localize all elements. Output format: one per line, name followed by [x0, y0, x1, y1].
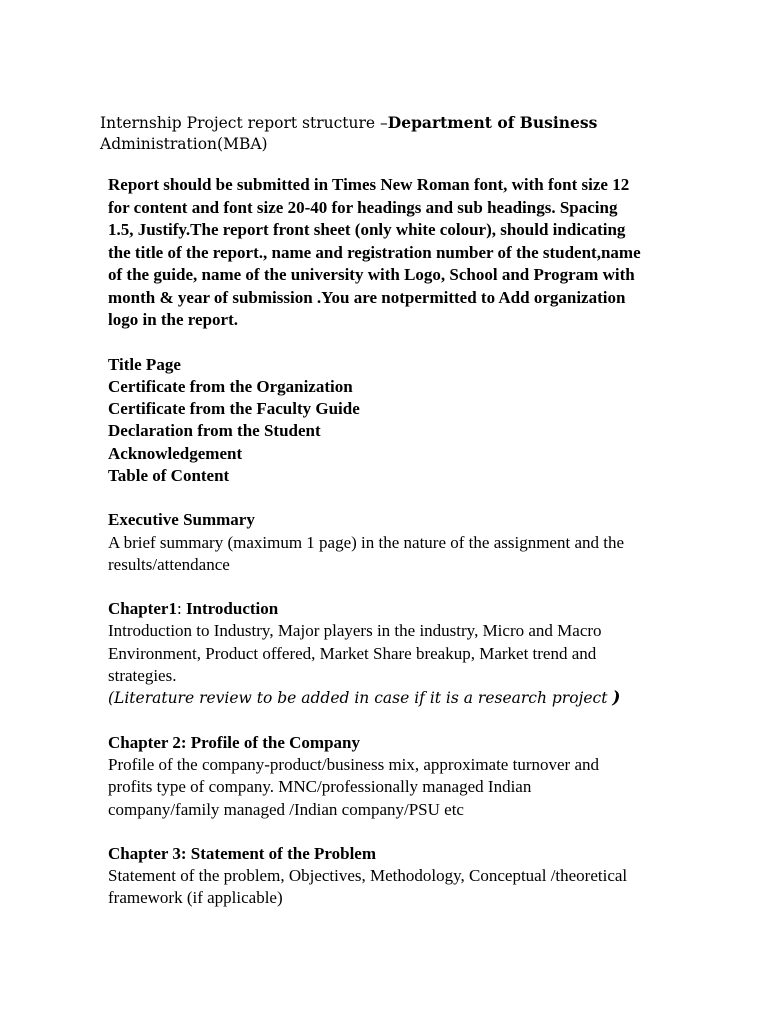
chapter-number: Chapter1 [108, 599, 177, 619]
section-text-line: profits type of company. MNC/professionally managed Indian [108, 777, 532, 797]
section-title: Chapter 3: Statement of the Problem [108, 843, 377, 863]
section-chapter-1 [108, 598, 698, 709]
note-text: (Literature review to be added in case if it is a research project [108, 689, 613, 708]
instruction-line: the title of the report., name and registration number of the student,name [108, 242, 641, 262]
document-heading [100, 112, 660, 155]
heading-line-2: Administration(MBA) [100, 135, 268, 153]
instruction-line: Report should be submitted in Times New Roman font, with font size 12 [108, 175, 630, 194]
section-chapter-3 [108, 843, 698, 910]
front-matter-item: Table of Content [108, 465, 230, 485]
instruction-line: for content and font size 20-40 for headings and sub headings. Spacing [108, 197, 618, 217]
section-text-line: A brief summary (maximum 1 page) in the nature of the assignment and the [108, 532, 625, 552]
section-executive-summary [108, 509, 698, 576]
section-title: Executive Summary [108, 510, 255, 530]
section-text-line: framework (if applicable) [108, 888, 283, 908]
formatting-instructions [108, 174, 698, 332]
section-text-line: Statement of the problem, Objectives, Methodology, Conceptual /theoretical [108, 866, 628, 886]
instruction-line: of the guide, name of the university with Logo, School and Program with [108, 265, 635, 284]
heading-part-normal: Internship Project report structure – [100, 114, 388, 132]
section-text-line: strategies. [108, 666, 177, 686]
instruction-line: logo in the report. [108, 310, 239, 329]
chapter-name: Introduction [181, 599, 279, 619]
section-text-line: Introduction to Industry, Major players in the industry, Micro and Macro [108, 621, 602, 641]
front-matter-item: Certificate from the Organization [108, 376, 353, 396]
section-title [108, 598, 698, 620]
front-matter-item: Title Page [108, 354, 181, 374]
section-chapter-2 [108, 732, 698, 821]
section-text-line: Environment, Product offered, Market Share breakup, Market trend and [108, 643, 597, 663]
document-body [108, 174, 698, 910]
chapter-colon: : [176, 599, 182, 619]
instruction-line: 1.5, Justify.The report front sheet (only white colour), should indicating [108, 220, 626, 239]
note-close-paren: ) [612, 688, 621, 709]
heading-part-bold: Department of Business [387, 113, 598, 132]
literature-review-note [108, 687, 698, 709]
section-title: Chapter 2: Profile of the Company [108, 732, 360, 752]
section-text-line: results/attendance [108, 554, 230, 574]
front-matter-item: Certificate from the Faculty Guide [108, 399, 360, 419]
front-matter-item: Declaration from the Student [108, 421, 321, 441]
heading-line-1 [100, 112, 660, 134]
instruction-line: month & year of submission .You are notpermitted to Add organization [108, 287, 626, 307]
section-text-line: company/family managed /Indian company/PSU etc [108, 799, 464, 819]
section-text-line: Profile of the company-product/business mix, approximate turnover and [108, 754, 599, 774]
front-matter-list [108, 354, 698, 488]
front-matter-item: Acknowledgement [108, 443, 243, 463]
